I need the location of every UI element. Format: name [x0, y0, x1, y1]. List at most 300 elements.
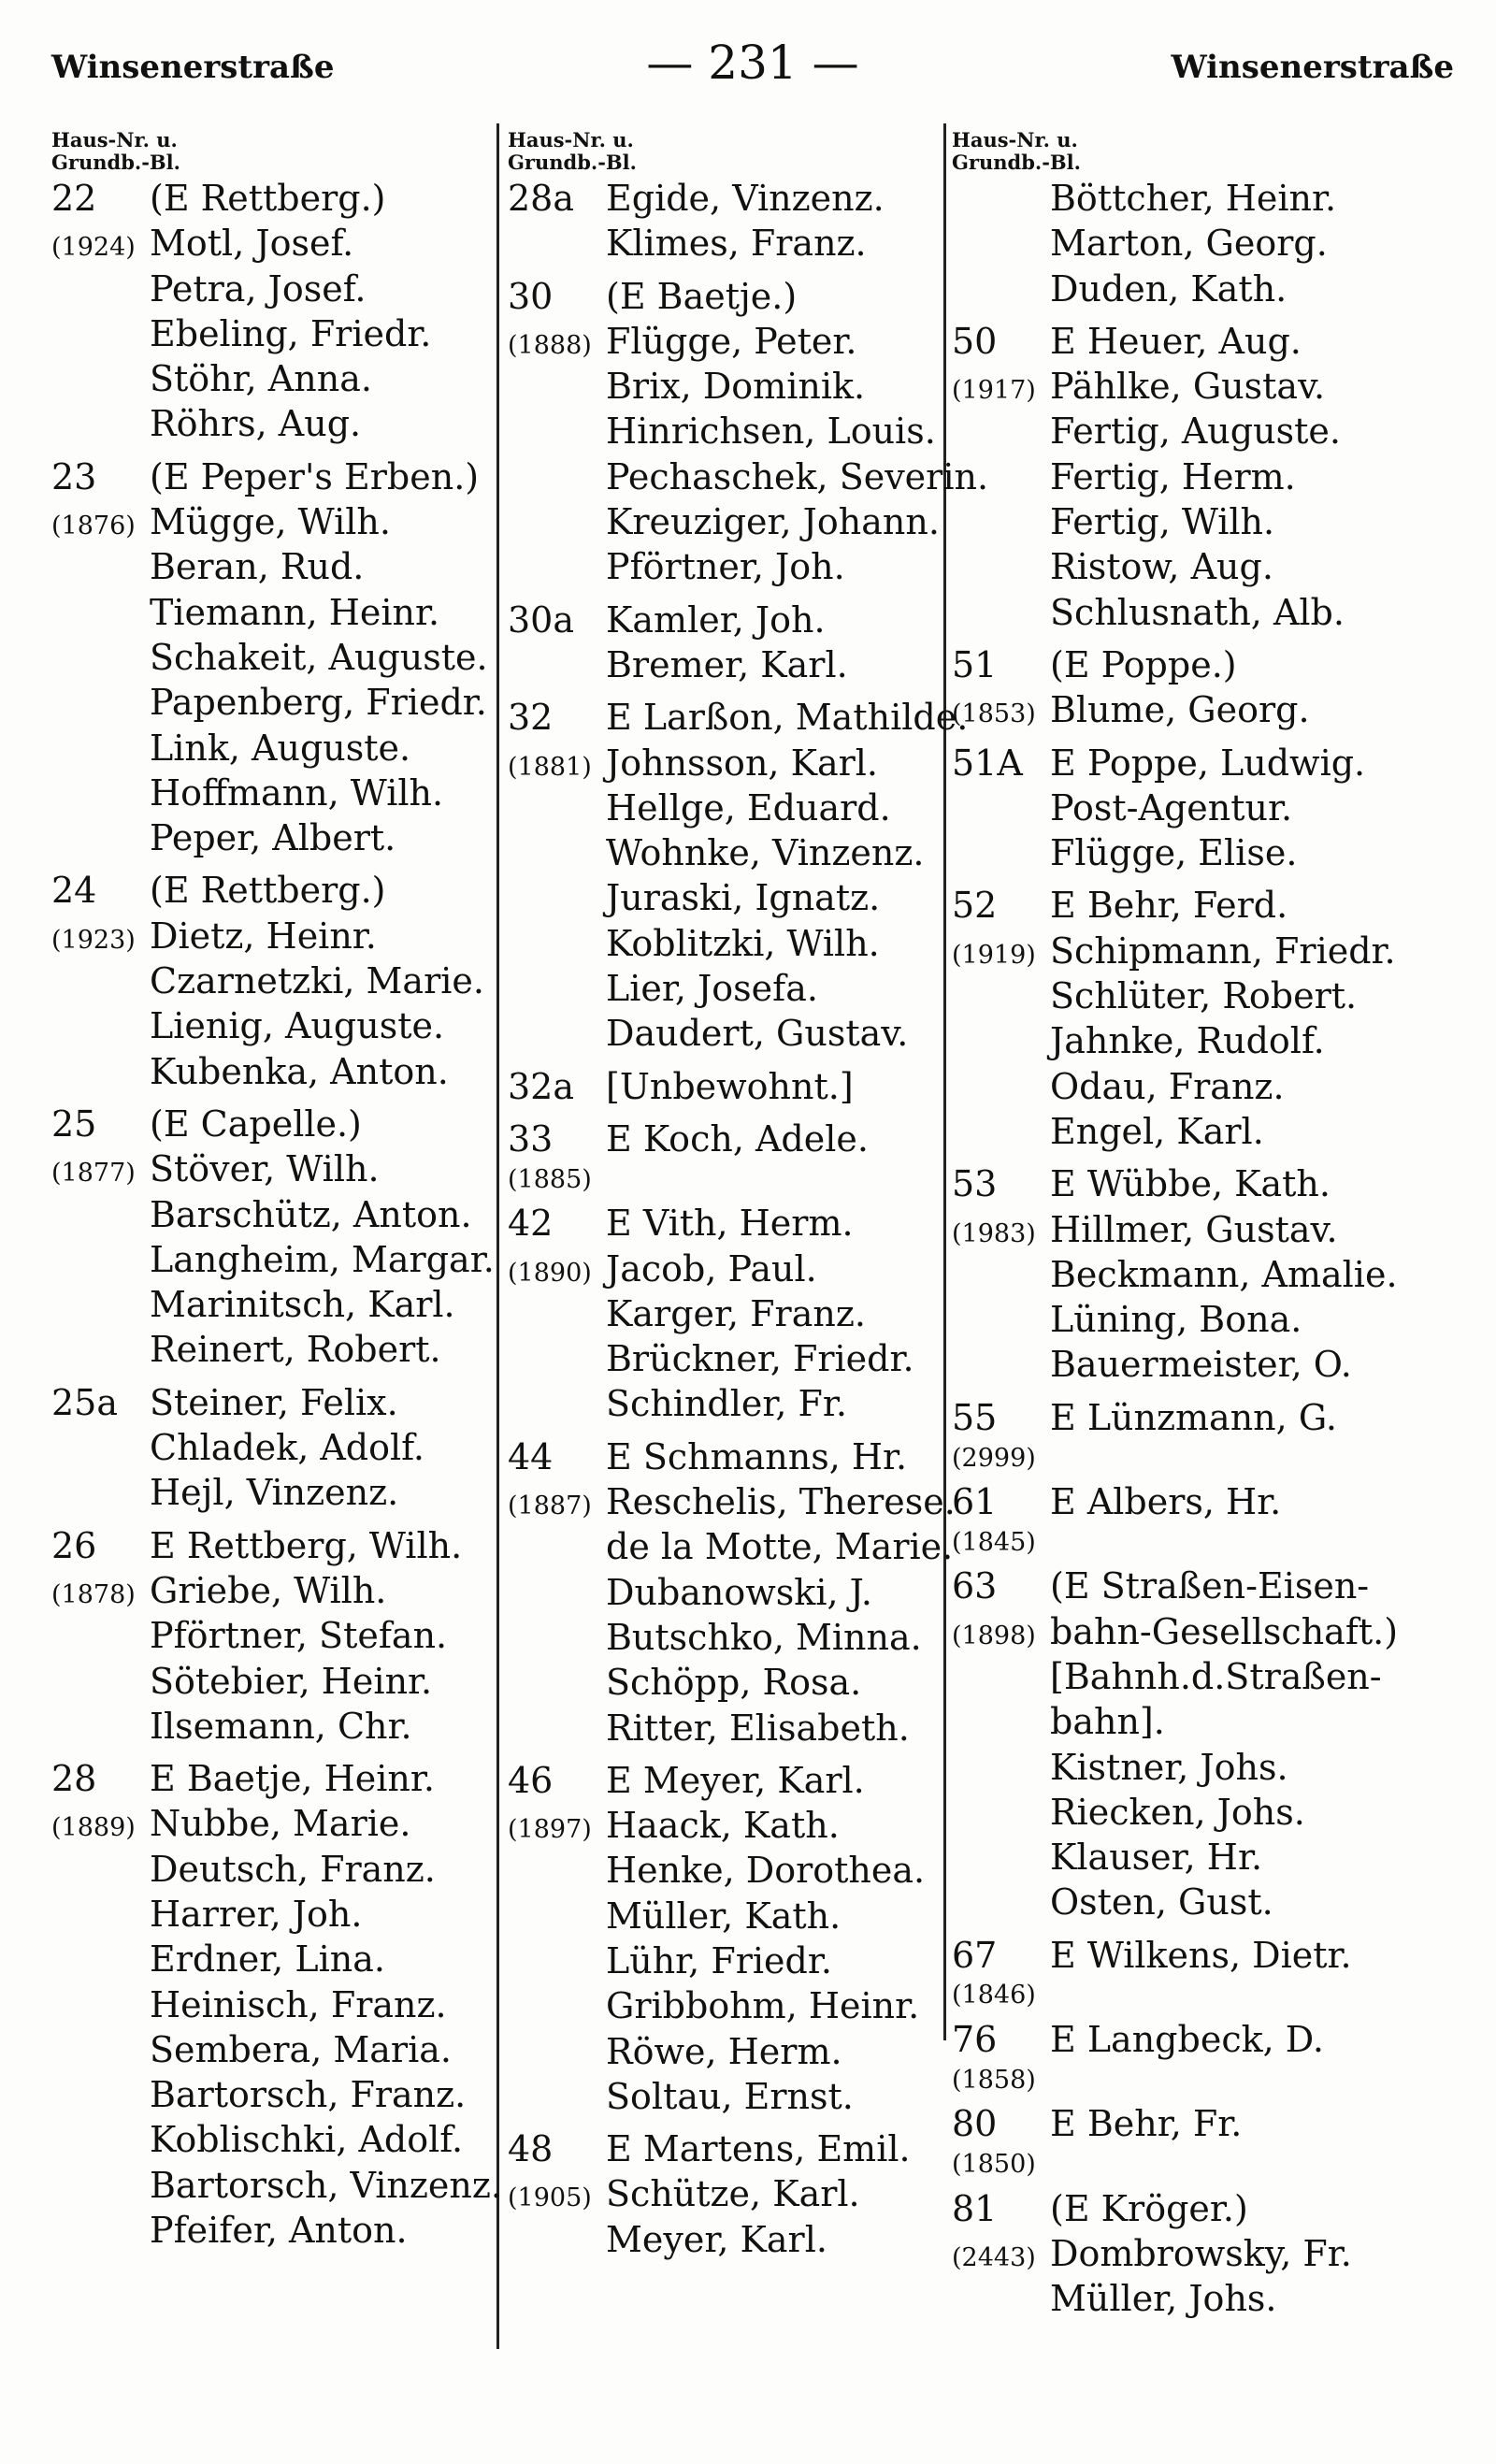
land-register-number: (1877) — [51, 1159, 136, 1189]
entry-line — [508, 178, 955, 223]
house-number: 51A — [952, 742, 1023, 784]
entry-line — [508, 1760, 955, 1805]
land-register-number: (1887) — [508, 1491, 592, 1521]
entry-line — [508, 1617, 955, 1662]
entry-line — [51, 1525, 498, 1570]
resident-name: Duden, Kath. — [1050, 267, 1287, 310]
entry-line — [508, 1066, 955, 1111]
entry-line — [952, 1299, 1438, 1344]
address-entry — [952, 178, 1438, 313]
resident-name: Johnsson, Karl. — [606, 742, 879, 784]
entry-line — [952, 644, 1438, 689]
entry-line — [952, 2019, 1438, 2064]
entry-line — [51, 1051, 498, 1096]
resident-name: Stöver, Wilh. — [150, 1148, 380, 1190]
entry-line — [51, 1382, 498, 1427]
resident-name: Fertig, Herm. — [1050, 455, 1296, 497]
resident-name: Steiner, Felix. — [150, 1381, 398, 1423]
resident-name: Bartorsch, Vinzenz. — [150, 2164, 502, 2206]
entry-line — [952, 178, 1438, 223]
entry-line — [508, 1203, 955, 1247]
house-number: 63 — [952, 1565, 998, 1607]
entry-line — [508, 455, 989, 501]
entry-line — [51, 1427, 498, 1472]
column-header-line: Grundb.-Bl. — [508, 151, 637, 174]
page-header — [51, 36, 1454, 101]
entry-line — [952, 592, 1438, 637]
resident-name: E Poppe, Ludwig. — [1050, 742, 1366, 784]
resident-name: E Vith, Herm. — [606, 1203, 854, 1245]
entry-line — [508, 366, 955, 411]
resident-name: Bauermeister, O. — [1050, 1344, 1352, 1386]
address-entry — [952, 644, 1438, 735]
entry-line — [51, 870, 498, 915]
resident-name: Kamler, Joh. — [606, 598, 826, 641]
address-entry — [51, 1758, 502, 2255]
land-register-number: (1850) — [952, 2150, 1036, 2180]
land-register-number: (2999) — [952, 1443, 1036, 1473]
resident-name: (E Peper's Erben.) — [150, 455, 480, 497]
resident-name: [Bahnh.d.Straßen- — [1050, 1655, 1382, 1697]
entry-line — [51, 1329, 498, 1374]
house-number: 25a — [51, 1381, 119, 1423]
resident-name: Egide, Vinzenz. — [606, 178, 885, 219]
resident-name: Reschelis, Therese. — [606, 1481, 956, 1523]
land-register-number: (1846) — [952, 1981, 1036, 2010]
entry-line — [952, 787, 1438, 832]
resident-name: Pförtner, Joh. — [606, 546, 845, 588]
resident-name: Pförtner, Stefan. — [150, 1615, 448, 1657]
land-register-number: (1888) — [508, 330, 592, 360]
entry-line — [51, 1984, 498, 2029]
resident-name: E Behr, Fr. — [1050, 2103, 1243, 2145]
entry-line — [51, 1239, 498, 1284]
entry-line — [952, 1701, 1438, 1746]
resident-name: Reinert, Robert. — [150, 1329, 441, 1371]
resident-name: bahn]. — [1050, 1701, 1165, 1743]
resident-name: E Wübbe, Kath. — [1050, 1163, 1331, 1205]
land-register-number: (1919) — [952, 940, 1036, 970]
entry-line — [51, 1894, 498, 1938]
entry-line — [508, 1708, 955, 1752]
entry-line — [508, 1163, 955, 1195]
entry-line — [51, 456, 498, 501]
entry-line — [508, 2031, 955, 2076]
resident-name: Karger, Franz. — [606, 1292, 866, 1334]
resident-name: Butschko, Minna. — [606, 1616, 922, 1658]
resident-name: Ristow, Aug. — [1050, 546, 1273, 588]
entry-line — [51, 817, 498, 862]
resident-name: Lienig, Auguste. — [150, 1005, 445, 1047]
entry-line — [51, 313, 498, 358]
entry-line — [952, 546, 1438, 591]
resident-name: Link, Auguste. — [150, 727, 411, 769]
entry-line — [51, 1615, 498, 1660]
resident-name: Stöhr, Anna. — [150, 358, 372, 400]
land-register-number: (1905) — [508, 2183, 592, 2213]
house-number: 52 — [952, 885, 998, 927]
resident-name: E Koch, Adele. — [606, 1117, 869, 1160]
entry-line — [51, 2210, 498, 2255]
resident-name: de la Motte, Marie. — [606, 1526, 954, 1568]
entry-line — [51, 682, 498, 727]
resident-name: Sembera, Maria. — [150, 2028, 452, 2070]
entry-line — [51, 2119, 498, 2164]
house-number: 80 — [952, 2103, 998, 2145]
land-register-number: (1924) — [51, 233, 136, 263]
entry-line — [508, 832, 955, 877]
resident-name: Klimes, Franz. — [606, 223, 867, 265]
house-number: 24 — [51, 870, 97, 912]
resident-name: Müller, Johs. — [1050, 2278, 1277, 2320]
address-entry — [508, 1118, 955, 1195]
entry-line — [51, 403, 498, 448]
entry-line — [952, 689, 1438, 734]
resident-name: E Behr, Ferd. — [1050, 885, 1288, 927]
entry-line — [508, 1805, 955, 1850]
address-entry — [51, 456, 498, 863]
address-entry — [952, 2103, 1438, 2180]
resident-name: Wohnke, Vinzenz. — [606, 832, 925, 874]
address-entry — [952, 1397, 1438, 1474]
address-entry — [51, 1103, 498, 1375]
resident-name: E Baetje, Heinr. — [150, 1758, 435, 1800]
resident-name: (E Kröger.) — [1050, 2187, 1248, 2229]
resident-name: Kubenka, Anton. — [150, 1050, 449, 1092]
address-entry — [952, 742, 1438, 878]
resident-name: (E Rettberg.) — [150, 178, 386, 219]
entry-line — [51, 1570, 498, 1615]
entry-line — [952, 223, 1438, 267]
entry-line — [508, 2219, 955, 2264]
address-entry — [508, 178, 955, 268]
resident-name: (E Rettberg.) — [150, 870, 386, 912]
entry-line — [51, 2074, 498, 2119]
resident-name: Meyer, Karl. — [606, 2218, 827, 2260]
entry-line — [508, 1293, 955, 1338]
entry-line — [51, 358, 498, 403]
resident-name: Müller, Kath. — [606, 1895, 842, 1937]
resident-name: Czarnetzki, Marie. — [150, 960, 484, 1002]
resident-name: Tiemann, Heinr. — [150, 591, 440, 633]
resident-name: Schlüter, Robert. — [1050, 975, 1358, 1017]
entry-line — [952, 1163, 1438, 1208]
resident-name: E Martens, Emil. — [606, 2128, 911, 2170]
resident-name: Lühr, Friedr. — [606, 1939, 832, 1981]
house-number: 30a — [508, 598, 575, 641]
land-register-number: (1881) — [508, 752, 592, 782]
resident-name: Ilsemann, Chr. — [150, 1705, 412, 1747]
entry-line — [51, 1194, 498, 1239]
resident-name: Koblischki, Adolf. — [150, 2119, 464, 2161]
house-number: 22 — [51, 178, 97, 219]
resident-name: Dubanowski, J. — [606, 1571, 872, 1613]
entry-line — [952, 930, 1438, 975]
resident-name: Riecken, Johs. — [1050, 1791, 1305, 1833]
resident-name: Griebe, Wilh. — [150, 1569, 387, 1611]
resident-name: Post-Agentur. — [1050, 786, 1293, 829]
resident-name: Koblitzki, Wilh. — [606, 922, 880, 964]
address-entry — [51, 870, 498, 1095]
house-number: 25 — [51, 1102, 97, 1145]
resident-name: Bremer, Karl. — [606, 643, 848, 685]
resident-name: Motl, Josef. — [150, 223, 354, 265]
land-register-number: (1876) — [51, 512, 136, 541]
entry-line — [51, 1284, 498, 1329]
entry-line — [952, 1254, 1438, 1299]
entry-line — [952, 366, 1438, 411]
column-header-line: Grundb.-Bl. — [51, 151, 180, 174]
entry-line — [508, 1013, 955, 1058]
house-number: 32a — [508, 1065, 575, 1107]
address-entry — [508, 2128, 955, 2264]
column-header — [952, 129, 1438, 178]
resident-name: Beckmann, Amalie. — [1050, 1253, 1398, 1295]
entry-line — [51, 178, 498, 223]
resident-name: Kreuziger, Johann. — [606, 501, 940, 543]
entry-line — [952, 1935, 1438, 1980]
entry-line — [51, 1005, 498, 1050]
entry-line — [952, 1792, 1438, 1837]
entry-line — [508, 1526, 955, 1571]
address-entry — [508, 599, 955, 690]
entry-line — [952, 411, 1438, 455]
entry-line — [51, 1849, 498, 1894]
land-register-number: (1885) — [508, 1164, 592, 1194]
house-number: 53 — [952, 1163, 998, 1205]
land-register-number: (1923) — [51, 925, 136, 955]
resident-name: Schlusnath, Alb. — [1050, 591, 1345, 633]
land-register-number: (1878) — [51, 1579, 136, 1609]
entry-line — [508, 223, 955, 267]
entry-line — [51, 1472, 498, 1517]
page-number: — 231 — — [646, 36, 859, 90]
resident-name: Erdner, Lina. — [150, 1938, 385, 1981]
entry-line — [508, 599, 955, 644]
address-entry — [51, 1382, 498, 1518]
entry-line — [51, 1938, 498, 1983]
entry-line — [952, 1656, 1438, 1701]
resident-name: E Meyer, Karl. — [606, 1759, 865, 1801]
resident-name: Brückner, Friedr. — [606, 1338, 914, 1380]
resident-name: Chladek, Adolf. — [150, 1427, 424, 1469]
entry-line — [508, 411, 955, 455]
entry-line — [508, 1118, 955, 1163]
entry-line — [952, 1481, 1438, 1526]
entry-line — [51, 960, 498, 1005]
resident-name: Soltau, Ernst. — [606, 2075, 854, 2117]
resident-name: Pählke, Gustav. — [1050, 366, 1326, 408]
land-register-number: (1858) — [952, 2065, 1036, 2095]
address-entry — [952, 1565, 1438, 1926]
resident-name: E Langbeck, D. — [1050, 2018, 1324, 2060]
entry-line — [508, 1850, 955, 1895]
resident-name: (E Poppe.) — [1050, 643, 1237, 685]
resident-name: Hejl, Vinzenz. — [150, 1472, 399, 1514]
entry-line — [51, 592, 498, 637]
resident-name: Osten, Gust. — [1050, 1881, 1273, 1924]
entry-line — [952, 1111, 1438, 1156]
entry-line — [952, 1020, 1438, 1065]
resident-name: Schakeit, Auguste. — [150, 636, 488, 678]
entry-line — [508, 501, 955, 546]
land-register-number: (1853) — [952, 699, 1036, 729]
entry-line — [952, 2233, 1438, 2278]
entry-line — [508, 968, 955, 1013]
house-number: 50 — [952, 320, 998, 362]
address-entry — [51, 178, 498, 449]
column-header-line: Haus-Nr. u. — [508, 128, 634, 151]
resident-name: Kistner, Johs. — [1050, 1746, 1288, 1788]
entry-line — [508, 2128, 955, 2173]
resident-name: Brix, Dominik. — [606, 366, 866, 408]
address-entry — [508, 1760, 955, 2121]
header-street-left: Winsenerstraße — [51, 49, 335, 86]
address-entry — [952, 2019, 1438, 2096]
entry-line — [952, 456, 1438, 501]
resident-name: Jacob, Paul. — [606, 1247, 817, 1290]
entry-line — [51, 1661, 498, 1706]
resident-name: Flügge, Elise. — [1050, 832, 1298, 874]
entry-line — [952, 1747, 1438, 1792]
resident-name: Odau, Franz. — [1050, 1065, 1285, 1107]
resident-name: Blume, Georg. — [1050, 689, 1310, 731]
house-number: 67 — [952, 1934, 998, 1976]
resident-name: Flügge, Peter. — [606, 320, 857, 362]
entry-line — [952, 975, 1438, 1020]
resident-name: E Albers, Hr. — [1050, 1481, 1282, 1523]
entry-line — [952, 501, 1438, 546]
entry-line — [952, 2188, 1438, 2233]
address-entry — [952, 885, 1438, 1156]
entry-line — [508, 1436, 955, 1481]
house-number: 61 — [952, 1481, 998, 1523]
resident-name: Petra, Josef. — [150, 267, 367, 310]
entry-line — [51, 1706, 498, 1751]
entry-line — [51, 2164, 502, 2210]
resident-name: [Unbewohnt.] — [606, 1065, 854, 1107]
resident-name: Böttcher, Heinr. — [1050, 178, 1337, 219]
column-header-line: Grundb.-Bl. — [952, 151, 1081, 174]
land-register-number: (1917) — [952, 376, 1036, 406]
entry-line — [952, 1980, 1438, 2011]
resident-name: Barschütz, Anton. — [150, 1193, 472, 1235]
resident-name: (E Straßen-Eisen- — [1050, 1565, 1370, 1607]
entry-line — [952, 268, 1438, 313]
resident-name: Fertig, Auguste. — [1050, 411, 1341, 453]
house-number: 42 — [508, 1203, 554, 1245]
entry-line — [508, 546, 955, 591]
entry-line — [508, 697, 969, 742]
directory-column-1 — [51, 128, 502, 2262]
address-entry — [508, 1436, 955, 1752]
entry-line — [508, 742, 955, 787]
entry-line — [952, 1344, 1438, 1389]
entry-line — [508, 1572, 955, 1617]
address-entry — [952, 1481, 1438, 1558]
column-header-line: Haus-Nr. u. — [952, 128, 1078, 151]
resident-name: Schöpp, Rosa. — [606, 1662, 862, 1704]
entry-line — [952, 832, 1438, 877]
resident-name: Langheim, Margar. — [150, 1238, 495, 1280]
entry-line — [952, 1881, 1438, 1926]
resident-name: Hellge, Eduard. — [606, 786, 891, 829]
entry-line — [51, 546, 498, 591]
entry-line — [51, 1803, 498, 1848]
entry-line — [51, 501, 498, 546]
column-header — [51, 129, 498, 178]
directory-column-3 — [952, 129, 1438, 2330]
resident-name: Juraski, Ignatz. — [606, 877, 881, 919]
entry-line — [51, 1148, 498, 1193]
entry-line — [508, 644, 955, 689]
resident-name: Dombrowsky, Fr. — [1050, 2232, 1352, 2274]
address-entry — [508, 697, 969, 1058]
house-number: 26 — [51, 1524, 97, 1566]
resident-name: E Rettberg, Wilh. — [150, 1524, 463, 1566]
resident-name: Haack, Kath. — [606, 1805, 840, 1847]
resident-name: Röhrs, Aug. — [150, 403, 362, 445]
resident-name: Jahnke, Rudolf. — [1050, 1020, 1325, 1062]
resident-name: Peper, Albert. — [150, 817, 396, 859]
entry-line — [952, 2064, 1438, 2096]
land-register-number: (1845) — [952, 1527, 1036, 1557]
house-number: 33 — [508, 1117, 554, 1160]
entry-line — [952, 1209, 1438, 1254]
entry-line — [508, 1338, 955, 1383]
resident-name: Ebeling, Friedr. — [150, 312, 432, 354]
house-number: 81 — [952, 2187, 998, 2229]
resident-name: Mügge, Wilh. — [150, 501, 391, 543]
resident-name: Lüning, Bona. — [1050, 1299, 1302, 1341]
entry-line — [952, 321, 1438, 366]
resident-name: Ritter, Elisabeth. — [606, 1707, 910, 1749]
address-entry — [508, 1203, 955, 1428]
address-entry — [952, 1935, 1438, 2011]
entry-line — [508, 2076, 955, 2121]
entry-line — [508, 1940, 955, 1985]
resident-name: Marinitsch, Karl. — [150, 1284, 455, 1326]
entry-line — [508, 321, 955, 366]
resident-name: Röwe, Herm. — [606, 2030, 842, 2072]
resident-name: Sötebier, Heinr. — [150, 1660, 433, 1702]
entry-line — [952, 2278, 1438, 2323]
resident-name: Engel, Karl. — [1050, 1110, 1264, 1152]
house-number: 28 — [51, 1758, 97, 1800]
resident-name: Schindler, Fr. — [606, 1383, 847, 1425]
resident-name: Pfeifer, Anton. — [150, 2210, 408, 2252]
entry-line — [51, 772, 498, 817]
resident-name: Gribbohm, Heinr. — [606, 1985, 920, 2027]
land-register-number: (1890) — [508, 1258, 592, 1288]
column-header-line: Haus-Nr. u. — [51, 128, 178, 151]
resident-name: Hoffmann, Wilh. — [150, 771, 444, 814]
address-entry — [51, 1525, 498, 1751]
entry-line — [952, 885, 1438, 929]
header-street-right: Winsenerstraße — [1171, 49, 1454, 86]
resident-name: Schipmann, Friedr. — [1050, 929, 1396, 972]
entry-line — [952, 1066, 1438, 1111]
resident-name: E Lünzmann, G. — [1050, 1396, 1337, 1438]
entry-line — [508, 1895, 955, 1940]
resident-name: E Larßon, Mathilde. — [606, 697, 969, 739]
house-number: 23 — [51, 455, 97, 497]
resident-name: E Schmanns, Hr. — [606, 1435, 908, 1477]
entry-line — [508, 1481, 955, 1526]
house-number: 30 — [508, 275, 554, 317]
resident-name: Hillmer, Gustav. — [1050, 1208, 1338, 1250]
entry-line — [51, 1103, 498, 1148]
